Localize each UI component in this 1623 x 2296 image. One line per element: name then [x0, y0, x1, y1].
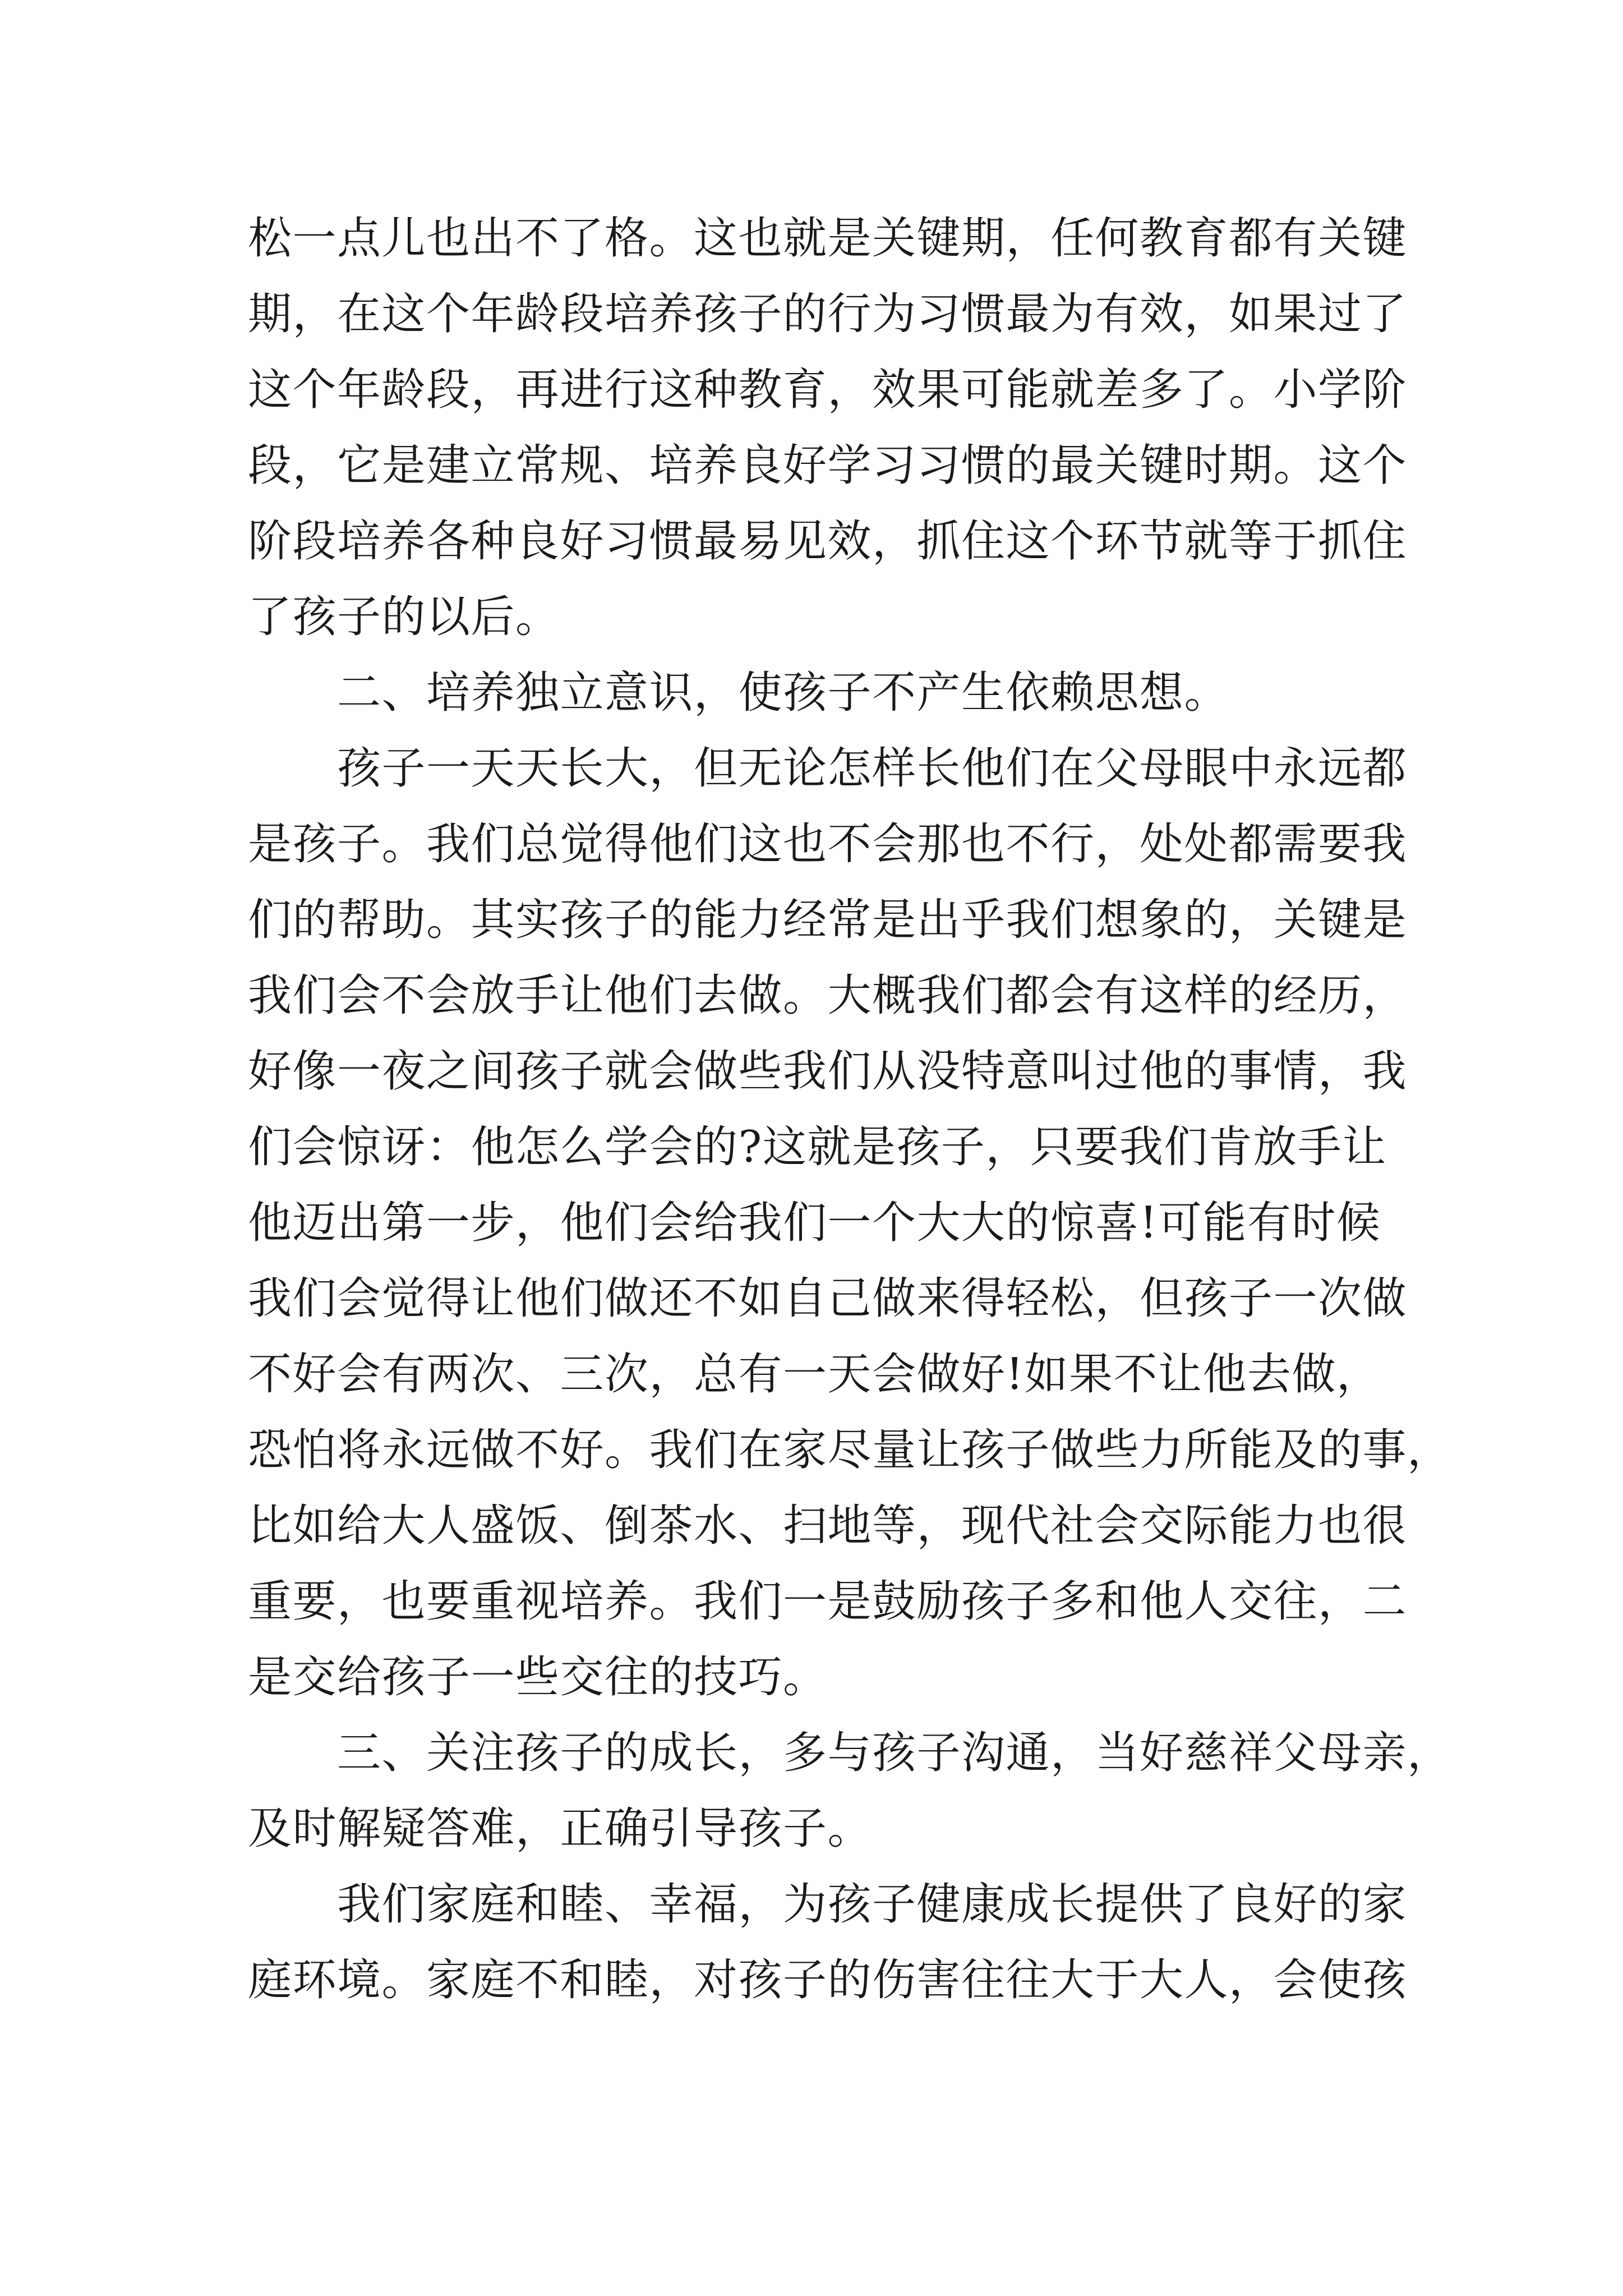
text-line: 们的帮助。其实孩子的能力经常是出乎我们想象的，关键是	[248, 895, 1408, 945]
text-line: 他迈出第一步，他们会给我们一个大大的惊喜!可能有时候	[248, 1198, 1381, 1248]
text-line: 阶段培养各种良好习惯最易见效，抓住这个环节就等于抓住	[248, 516, 1408, 567]
document-body	[248, 201, 1452, 2018]
text-line: 期，在这个年龄段培养孩子的行为习惯最为有效，如果过了	[248, 289, 1408, 339]
text-line: 不好会有两次、三次，总有一天会做好!如果不让他去做，	[248, 1349, 1381, 1400]
text-line: 段，它是建立常规、培养良好学习习惯的最关键时期。这个	[248, 440, 1408, 491]
text-line: 恐怕将永远做不好。我们在家尽量让孩子做些力所能及的事，	[248, 1425, 1452, 1475]
text-line: 是交给孩子一些交往的技巧。	[248, 1652, 828, 1703]
text-line: 这个年龄段，再进行这种教育，效果可能就差多了。小学阶	[248, 365, 1408, 415]
text-line: 们会惊讶：他怎么学会的?这就是孩子，只要我们肯放手让	[248, 1122, 1387, 1172]
text-line: 我们会觉得让他们做还不如自己做来得轻松，但孩子一次做	[248, 1273, 1408, 1324]
text-line: 重要，也要重视培养。我们一是鼓励孩子多和他人交往，二	[248, 1576, 1408, 1627]
text-line: 孩子一天天长大，但无论怎样长他们在父母眼中永远都	[248, 743, 1408, 794]
section-heading: 二、培养独立意识，使孩子不产生依赖思想。	[248, 668, 1229, 718]
text-line: 我们家庭和睦、幸福，为孩子健康成长提供了良好的家	[248, 1879, 1408, 1930]
text-line: 松一点儿也出不了格。这也就是关键期，任何教育都有关键	[248, 213, 1408, 264]
text-line: 庭环境。家庭不和睦，对孩子的伤害往往大于大人，会使孩	[248, 1955, 1408, 2005]
text-line: 我们会不会放手让他们去做。大概我们都会有这样的经历，	[248, 970, 1408, 1021]
text-line: 好像一夜之间孩子就会做些我们从没特意叫过他的事情，我	[248, 1046, 1408, 1097]
text-line: 是孩子。我们总觉得他们这也不会那也不行，处处都需要我	[248, 819, 1408, 869]
text-line: 及时解疑答难，正确引导孩子。	[248, 1803, 873, 1854]
section-heading: 三、关注孩子的成长，多与孩子沟通，当好慈祥父母亲，	[248, 1728, 1452, 1778]
text-line: 比如给大人盛饭、倒茶水、扫地等，现代社会交际能力也很	[248, 1501, 1408, 1551]
text-line: 了孩子的以后。	[248, 592, 560, 642]
